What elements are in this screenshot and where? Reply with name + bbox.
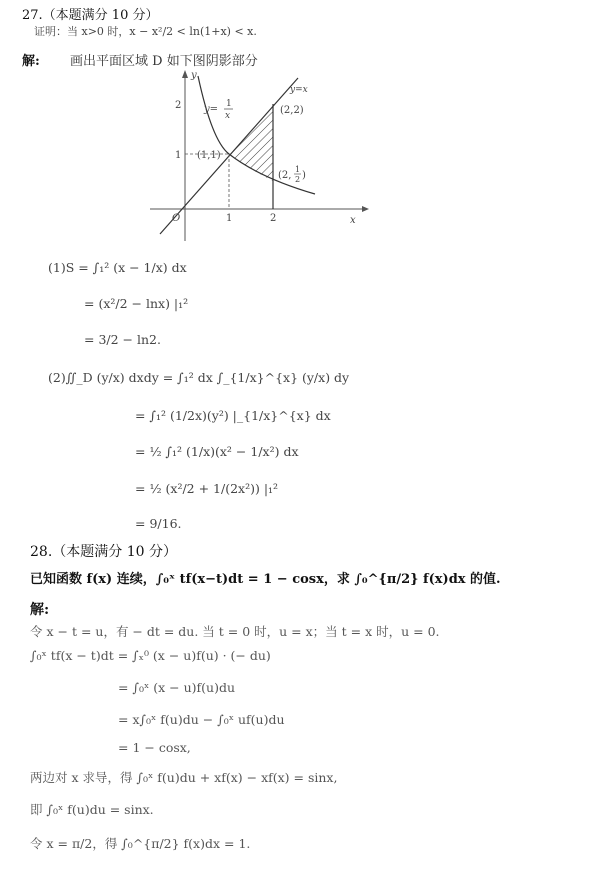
y-tick-2: 2 bbox=[175, 100, 182, 111]
y-axis-label: y bbox=[191, 70, 197, 81]
part1-line-2: = (x²/2 − lnx) |₁² bbox=[84, 296, 189, 311]
q28-line-7: 即 ∫₀ˣ f(u)du = sinx. bbox=[30, 802, 154, 817]
svg-text:x: x bbox=[225, 111, 231, 121]
x-axis-arrow bbox=[362, 206, 369, 212]
q28-header: 28.（本题满分 10 分） bbox=[30, 544, 177, 560]
y-axis-arrow bbox=[182, 70, 188, 78]
x-tick-2: 2 bbox=[270, 213, 277, 224]
region-graph bbox=[140, 66, 370, 246]
q28-line-8: 令 x = π/2，得 ∫₀^{π/2} f(x)dx = 1. bbox=[30, 836, 251, 851]
line-label: y=x bbox=[290, 85, 308, 95]
part2-line-4: = ½ (x²/2 + 1/(2x²)) |₁² bbox=[135, 481, 279, 496]
part1-line-1: (1)S = ∫₁² (x − 1/x) dx bbox=[48, 260, 187, 275]
q28-statement: 已知函数 f(x) 连续，∫₀ˣ tf(x−t)dt = 1 − cosx，求 ∫₀^{π/2} f(x)dx 的值. bbox=[30, 572, 501, 587]
q27-solution-label: 解: bbox=[22, 54, 40, 69]
q28-line-6: 两边对 x 求导，得 ∫₀ˣ f(u)du + xf(x) − xf(x) = sinx, bbox=[30, 770, 338, 785]
q28-line-5: = 1 − cosx, bbox=[118, 740, 191, 755]
svg-text:): ) bbox=[302, 170, 306, 181]
point-2-2-label: (2,2) bbox=[280, 105, 304, 116]
point-2-half-label bbox=[278, 165, 306, 184]
part1-line-3: = 3/2 − ln2. bbox=[84, 332, 161, 347]
point-1-1-label: (1,1) bbox=[197, 150, 221, 161]
svg-text:1: 1 bbox=[226, 99, 232, 109]
y-tick-1: 1 bbox=[175, 150, 182, 161]
part2-line-2: = ∫₁² (1/2x)(y²) |_{1/x}^{x} dx bbox=[135, 408, 331, 423]
q28-line-4: = x∫₀ˣ f(u)du − ∫₀ˣ uf(u)du bbox=[118, 712, 285, 727]
part2-line-3: = ½ ∫₁² (1/x)(x² − 1/x²) dx bbox=[135, 444, 299, 459]
svg-text:2: 2 bbox=[295, 175, 301, 184]
shaded-region-D bbox=[229, 104, 273, 181]
origin-label: O bbox=[172, 213, 181, 224]
svg-text:y=: y= bbox=[204, 104, 219, 115]
curve-label bbox=[203, 99, 233, 121]
x-tick-1: 1 bbox=[226, 213, 233, 224]
q27-intro: 画出平面区域 D 如下图阴影部分 bbox=[70, 54, 258, 69]
svg-text:1: 1 bbox=[295, 165, 301, 174]
q28-solution-label: 解: bbox=[30, 602, 50, 618]
q28-line-3: = ∫₀ˣ (x − u)f(u)du bbox=[118, 680, 235, 695]
q27-header: 27.（本题满分 10 分） bbox=[22, 8, 159, 23]
q27-statement: 证明：当 x>0 时，x − x²/2 < ln(1+x) < x. bbox=[34, 25, 257, 38]
q28-line-1: 令 x − t = u，有 − dt = du. 当 t = 0 时，u = x；当 t = x 时，u = 0. bbox=[30, 624, 440, 639]
svg-text:(2,: (2, bbox=[278, 170, 292, 181]
part2-line-5: = 9/16. bbox=[135, 516, 182, 531]
q28-line-2: ∫₀ˣ tf(x − t)dt = ∫ₓ⁰ (x − u)f(u) · (− du) bbox=[30, 648, 271, 663]
part2-line-1: (2)∬_D (y/x) dxdy = ∫₁² dx ∫_{1/x}^{x} (y/x) dy bbox=[48, 370, 350, 385]
x-axis-label: x bbox=[350, 215, 356, 226]
